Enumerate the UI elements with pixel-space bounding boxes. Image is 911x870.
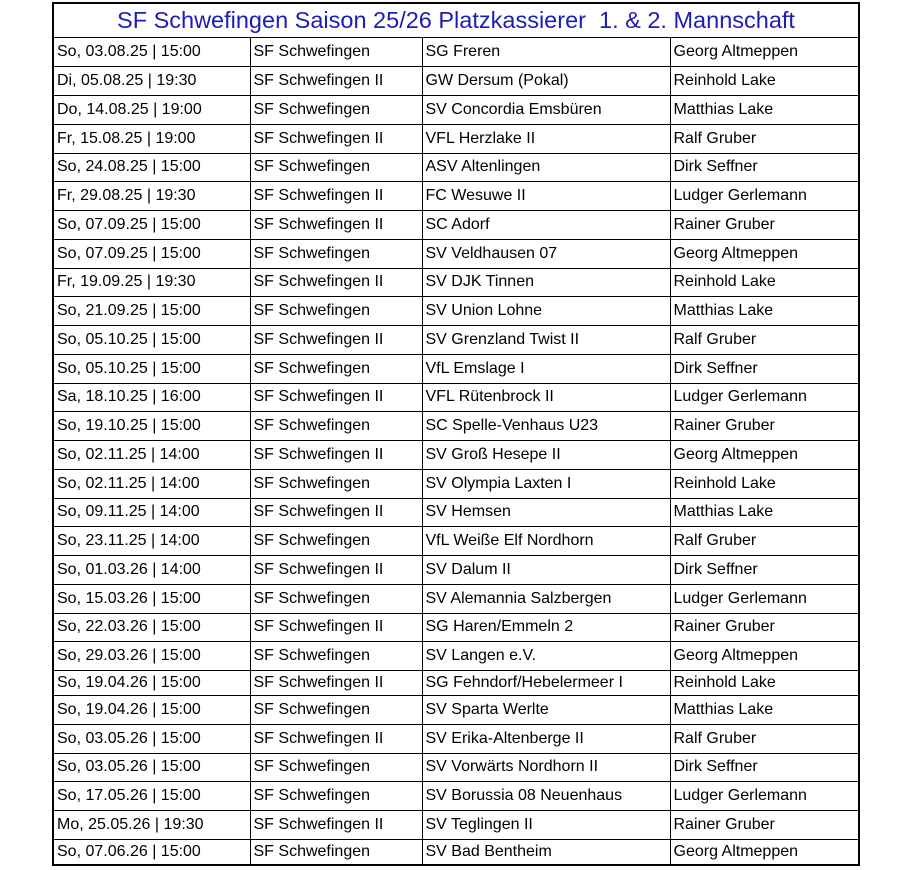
datetime-cell: So, 24.08.25 | 15:00 xyxy=(54,153,250,182)
cashier-cell: Ralf Gruber xyxy=(670,124,858,153)
opponent-cell: SV Concordia Emsbüren xyxy=(422,96,670,125)
table-row xyxy=(54,182,858,211)
cashier-cell: Ludger Gerlemann xyxy=(670,383,858,412)
datetime-cell: So, 15.03.26 | 15:00 xyxy=(54,584,250,613)
opponent-cell: GW Dersum (Pokal) xyxy=(422,67,670,96)
cashier-cell: Rainer Gruber xyxy=(670,811,858,840)
cashier-cell: Dirk Seffner xyxy=(670,556,858,585)
opponent-cell: VFL Herzlake II xyxy=(422,124,670,153)
opponent-cell: SV Bad Bentheim xyxy=(422,839,670,864)
opponent-cell: SG Fehndorf/Hebelermeer I xyxy=(422,671,670,696)
table-row xyxy=(54,671,858,696)
home-team-cell: SF Schwefingen xyxy=(250,38,422,67)
table-row xyxy=(54,326,858,355)
cashier-cell: Georg Altmeppen xyxy=(670,38,858,67)
cashier-cell: Matthias Lake xyxy=(670,498,858,527)
opponent-cell: SC Adorf xyxy=(422,211,670,240)
cashier-cell: Dirk Seffner xyxy=(670,753,858,782)
cashier-cell: Rainer Gruber xyxy=(670,613,858,642)
datetime-cell: So, 23.11.25 | 14:00 xyxy=(54,527,250,556)
cashier-cell: Ralf Gruber xyxy=(670,326,858,355)
table-row xyxy=(54,811,858,840)
cashier-cell: Ralf Gruber xyxy=(670,724,858,753)
table-row xyxy=(54,696,858,725)
opponent-cell: VfL Weiße Elf Nordhorn xyxy=(422,527,670,556)
opponent-cell: VfL Emslage I xyxy=(422,354,670,383)
home-team-cell: SF Schwefingen II xyxy=(250,556,422,585)
cashier-cell: Matthias Lake xyxy=(670,96,858,125)
cashier-cell: Reinhold Lake xyxy=(670,268,858,297)
table-row xyxy=(54,782,858,811)
home-team-cell: SF Schwefingen xyxy=(250,696,422,725)
cashier-cell: Reinhold Lake xyxy=(670,671,858,696)
datetime-cell: Sa, 18.10.25 | 16:00 xyxy=(54,383,250,412)
datetime-cell: So, 01.03.26 | 14:00 xyxy=(54,556,250,585)
datetime-cell: So, 05.10.25 | 15:00 xyxy=(54,354,250,383)
home-team-cell: SF Schwefingen II xyxy=(250,811,422,840)
table-row xyxy=(54,211,858,240)
cashier-cell: Rainer Gruber xyxy=(670,211,858,240)
home-team-cell: SF Schwefingen xyxy=(250,412,422,441)
cashier-cell: Ludger Gerlemann xyxy=(670,584,858,613)
opponent-cell: SV Hemsen xyxy=(422,498,670,527)
opponent-cell: ASV Altenlingen xyxy=(422,153,670,182)
table-row xyxy=(54,613,858,642)
opponent-cell: SV Grenzland Twist II xyxy=(422,326,670,355)
datetime-cell: So, 07.06.26 | 15:00 xyxy=(54,839,250,864)
datetime-cell: So, 03.08.25 | 15:00 xyxy=(54,38,250,67)
home-team-cell: SF Schwefingen II xyxy=(250,326,422,355)
home-team-cell: SF Schwefingen xyxy=(250,584,422,613)
table-row xyxy=(54,124,858,153)
cashier-cell: Dirk Seffner xyxy=(670,354,858,383)
table-row xyxy=(54,268,858,297)
datetime-cell: Mo, 25.05.26 | 19:30 xyxy=(54,811,250,840)
datetime-cell: So, 02.11.25 | 14:00 xyxy=(54,469,250,498)
home-team-cell: SF Schwefingen II xyxy=(250,268,422,297)
cashier-cell: Georg Altmeppen xyxy=(670,642,858,671)
cashier-cell: Ralf Gruber xyxy=(670,527,858,556)
home-team-cell: SF Schwefingen II xyxy=(250,182,422,211)
cashier-cell: Georg Altmeppen xyxy=(670,441,858,470)
cashier-cell: Matthias Lake xyxy=(670,696,858,725)
table-row xyxy=(54,469,858,498)
opponent-cell: SV Veldhausen 07 xyxy=(422,239,670,268)
opponent-cell: SV DJK Tinnen xyxy=(422,268,670,297)
datetime-cell: So, 17.05.26 | 15:00 xyxy=(54,782,250,811)
datetime-cell: So, 05.10.25 | 15:00 xyxy=(54,326,250,355)
home-team-cell: SF Schwefingen II xyxy=(250,211,422,240)
home-team-cell: SF Schwefingen xyxy=(250,839,422,864)
home-team-cell: SF Schwefingen xyxy=(250,354,422,383)
home-team-cell: SF Schwefingen xyxy=(250,642,422,671)
opponent-cell: SV Borussia 08 Neuenhaus xyxy=(422,782,670,811)
cashier-cell: Rainer Gruber xyxy=(670,412,858,441)
table-row xyxy=(54,239,858,268)
home-team-cell: SF Schwefingen xyxy=(250,527,422,556)
opponent-cell: SV Olympia Laxten I xyxy=(422,469,670,498)
datetime-cell: So, 19.04.26 | 15:00 xyxy=(54,671,250,696)
datetime-cell: So, 19.10.25 | 15:00 xyxy=(54,412,250,441)
opponent-cell: VFL Rütenbrock II xyxy=(422,383,670,412)
opponent-cell: SV Vorwärts Nordhorn II xyxy=(422,753,670,782)
cashier-cell: Dirk Seffner xyxy=(670,153,858,182)
home-team-cell: SF Schwefingen II xyxy=(250,498,422,527)
datetime-cell: So, 29.03.26 | 15:00 xyxy=(54,642,250,671)
opponent-cell: SV Alemannia Salzbergen xyxy=(422,584,670,613)
opponent-cell: SG Haren/Emmeln 2 xyxy=(422,613,670,642)
home-team-cell: SF Schwefingen II xyxy=(250,441,422,470)
table-row xyxy=(54,297,858,326)
datetime-cell: Fr, 29.08.25 | 19:30 xyxy=(54,182,250,211)
opponent-cell: SV Erika-Altenberge II xyxy=(422,724,670,753)
schedule-sheet xyxy=(52,2,860,866)
home-team-cell: SF Schwefingen xyxy=(250,469,422,498)
schedule-table xyxy=(54,38,858,864)
table-row xyxy=(54,556,858,585)
opponent-cell: FC Wesuwe II xyxy=(422,182,670,211)
cashier-cell: Ludger Gerlemann xyxy=(670,782,858,811)
table-row xyxy=(54,383,858,412)
home-team-cell: SF Schwefingen xyxy=(250,239,422,268)
home-team-cell: SF Schwefingen II xyxy=(250,613,422,642)
home-team-cell: SF Schwefingen xyxy=(250,297,422,326)
table-row xyxy=(54,67,858,96)
table-row xyxy=(54,584,858,613)
home-team-cell: SF Schwefingen II xyxy=(250,67,422,96)
table-row xyxy=(54,642,858,671)
table-row xyxy=(54,412,858,441)
opponent-cell: SV Union Lohne xyxy=(422,297,670,326)
datetime-cell: So, 03.05.26 | 15:00 xyxy=(54,724,250,753)
datetime-cell: So, 21.09.25 | 15:00 xyxy=(54,297,250,326)
opponent-cell: SC Spelle-Venhaus U23 xyxy=(422,412,670,441)
datetime-cell: So, 02.11.25 | 14:00 xyxy=(54,441,250,470)
opponent-cell: SV Teglingen II xyxy=(422,811,670,840)
table-row xyxy=(54,724,858,753)
cashier-cell: Matthias Lake xyxy=(670,297,858,326)
datetime-cell: So, 03.05.26 | 15:00 xyxy=(54,753,250,782)
table-row xyxy=(54,753,858,782)
datetime-cell: Fr, 15.08.25 | 19:00 xyxy=(54,124,250,153)
opponent-cell: SG Freren xyxy=(422,38,670,67)
datetime-cell: So, 09.11.25 | 14:00 xyxy=(54,498,250,527)
home-team-cell: SF Schwefingen xyxy=(250,782,422,811)
table-row xyxy=(54,839,858,864)
datetime-cell: Fr, 19.09.25 | 19:30 xyxy=(54,268,250,297)
datetime-cell: Do, 14.08.25 | 19:00 xyxy=(54,96,250,125)
home-team-cell: SF Schwefingen II xyxy=(250,124,422,153)
cashier-cell: Reinhold Lake xyxy=(670,469,858,498)
opponent-cell: SV Langen e.V. xyxy=(422,642,670,671)
opponent-cell: SV Groß Hesepe II xyxy=(422,441,670,470)
home-team-cell: SF Schwefingen II xyxy=(250,671,422,696)
home-team-cell: SF Schwefingen xyxy=(250,753,422,782)
page-title: SF Schwefingen Saison 25/26 Platzkassierer 1. & 2. Mannschaft xyxy=(54,4,858,38)
table-row xyxy=(54,354,858,383)
home-team-cell: SF Schwefingen II xyxy=(250,724,422,753)
table-row xyxy=(54,441,858,470)
home-team-cell: SF Schwefingen xyxy=(250,153,422,182)
datetime-cell: So, 07.09.25 | 15:00 xyxy=(54,239,250,268)
datetime-cell: So, 19.04.26 | 15:00 xyxy=(54,696,250,725)
opponent-cell: SV Dalum II xyxy=(422,556,670,585)
datetime-cell: So, 07.09.25 | 15:00 xyxy=(54,211,250,240)
table-row xyxy=(54,153,858,182)
table-row xyxy=(54,38,858,67)
table-row xyxy=(54,96,858,125)
table-row xyxy=(54,498,858,527)
home-team-cell: SF Schwefingen II xyxy=(250,383,422,412)
datetime-cell: Di, 05.08.25 | 19:30 xyxy=(54,67,250,96)
cashier-cell: Georg Altmeppen xyxy=(670,239,858,268)
cashier-cell: Reinhold Lake xyxy=(670,67,858,96)
cashier-cell: Ludger Gerlemann xyxy=(670,182,858,211)
cashier-cell: Georg Altmeppen xyxy=(673,843,799,860)
datetime-cell: So, 22.03.26 | 15:00 xyxy=(54,613,250,642)
home-team-cell: SF Schwefingen xyxy=(250,96,422,125)
opponent-cell: SV Sparta Werlte xyxy=(422,696,670,725)
table-row xyxy=(54,527,858,556)
